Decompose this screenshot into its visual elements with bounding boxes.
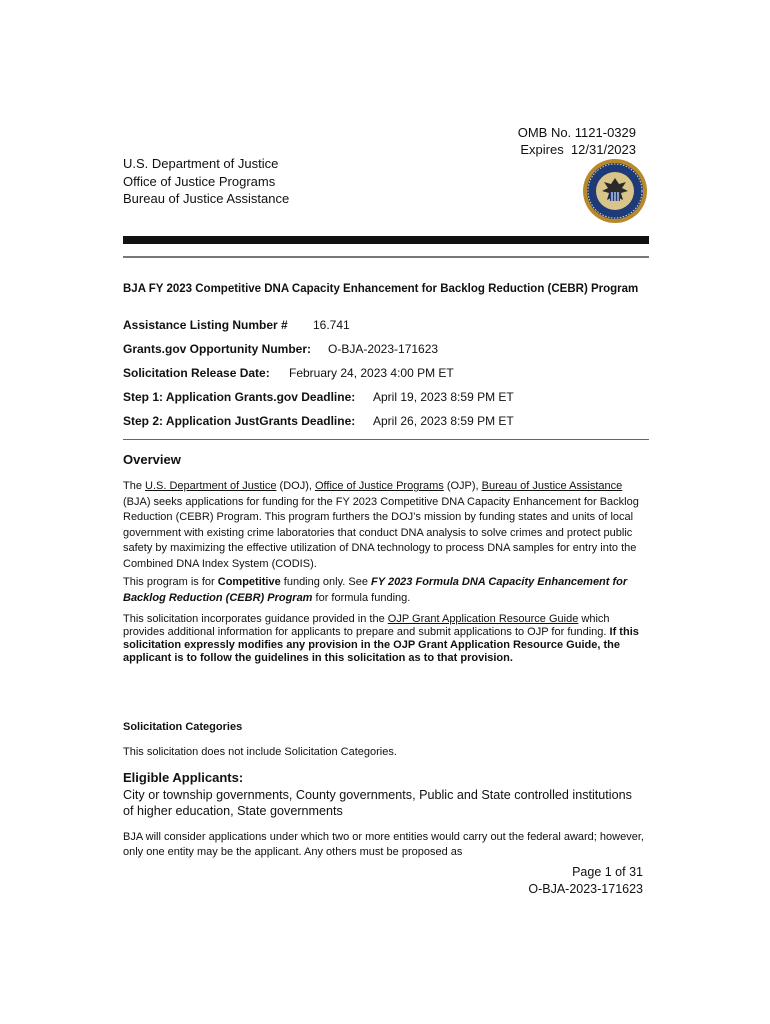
section-divider: [123, 439, 649, 440]
footer-opportunity-number: O-BJA-2023-171623: [528, 881, 643, 896]
header-divider-thick: [123, 236, 649, 244]
field-value: February 24, 2023 4:00 PM ET: [289, 366, 454, 380]
overview-heading: Overview: [123, 452, 181, 467]
eligibility-text: City or township governments, County governments, Public and State controlled institutions of higher education, State governments: [123, 788, 632, 818]
bold-run: If this solicitation expressly modifies any provision in the OJP Grant Application Resource Guide, the applicant is to follow the guidelines in this solicitation as to that provision.: [123, 626, 639, 664]
eligibility-heading: Eligible Applicants:: [123, 770, 244, 785]
field-label: Solicitation Release Date:: [123, 366, 270, 380]
text-run: This program is for: [123, 576, 218, 588]
field-label: Assistance Listing Number #: [123, 318, 288, 332]
field-row-release-date: [123, 366, 623, 381]
field-row-listing: [123, 318, 623, 333]
field-value: O-BJA-2023-171623: [328, 342, 439, 356]
categories-heading: Solicitation Categories: [123, 721, 243, 733]
field-row-step2: [123, 414, 623, 429]
overview-paragraph-3: [123, 613, 651, 665]
agency-ojp: Office of Justice Programs: [123, 173, 276, 189]
overview-paragraph-2: [123, 575, 651, 606]
text-run: for formula funding.: [312, 591, 411, 604]
text-run: (OJP),: [443, 480, 482, 492]
field-label: Grants.gov Opportunity Number:: [123, 342, 312, 356]
agency-doj: U.S. Department of Justice: [123, 156, 279, 171]
overview-paragraph-1: [123, 479, 651, 573]
link-resource-guide[interactable]: OJP Grant Application Resource Guide: [387, 613, 579, 625]
text-run: (DOJ),: [276, 480, 315, 492]
field-row-step1: [123, 390, 623, 405]
field-value: April 26, 2023 8:59 PM ET: [373, 414, 514, 428]
categories-text: This solicitation does not include Solicitation Categories.: [123, 746, 397, 758]
page-number: Page 1 of 31: [572, 865, 643, 879]
text-run: The: [123, 480, 146, 492]
page-footer: [528, 864, 643, 897]
bold-run: Competitive: [217, 576, 281, 588]
text-run: (BJA) seeks applications for funding for the FY 2023 Competitive DNA Capacity Enhancement for Backlog Reduction (CEBR) Program. This program furthers the DOJ’s mission by funding states and units of local government with existing crime laboratories that conduct DNA analysis to solve crimes and protect public safety by maximizing the effective utilization of DNA technology to process DNA samples for entry into the Combined DNA Index System (CODIS).: [123, 495, 639, 570]
eligibility-note: BJA will consider applications under which two or more entities would carry out the federal award; however, only one entity may be the applicant. Any others must be proposed as: [123, 831, 644, 858]
header-divider-thin: [123, 256, 649, 258]
formula-program-reference: FY 2023 Formula DNA Capacity Enhancement for Backlog Reduction (CEBR) Program: [123, 576, 628, 604]
field-label: Step 2: Application JustGrants Deadline:: [123, 414, 356, 428]
field-row-opportunity: [123, 342, 623, 357]
omb-number: OMB No. 1121-0329: [517, 125, 636, 140]
doj-seal-icon: [582, 158, 648, 224]
agency-bja: Bureau of Justice Assistance: [123, 191, 290, 206]
link-ojp[interactable]: Office of Justice Programs: [314, 480, 444, 492]
field-value: 16.741: [313, 318, 350, 332]
omb-expires: Expires 12/31/2023: [520, 142, 636, 157]
text-run: This solicitation incorporates guidance provided in the: [123, 613, 388, 625]
solicitation-title: BJA FY 2023 Competitive DNA Capacity Enhancement for Backlog Reduction (CEBR) Program: [123, 283, 639, 295]
field-value: April 19, 2023 8:59 PM ET: [373, 390, 514, 404]
text-run: which provides additional information for applicants to prepare and submit applications to OJP for funding.: [123, 613, 610, 638]
link-doj[interactable]: U.S. Department of Justice: [145, 480, 277, 492]
omb-block: [518, 124, 636, 158]
agency-block: [123, 155, 289, 208]
text-run: funding only. See: [280, 576, 372, 588]
link-bja[interactable]: Bureau of Justice Assistance: [481, 480, 623, 492]
field-label: Step 1: Application Grants.gov Deadline:: [123, 390, 356, 404]
